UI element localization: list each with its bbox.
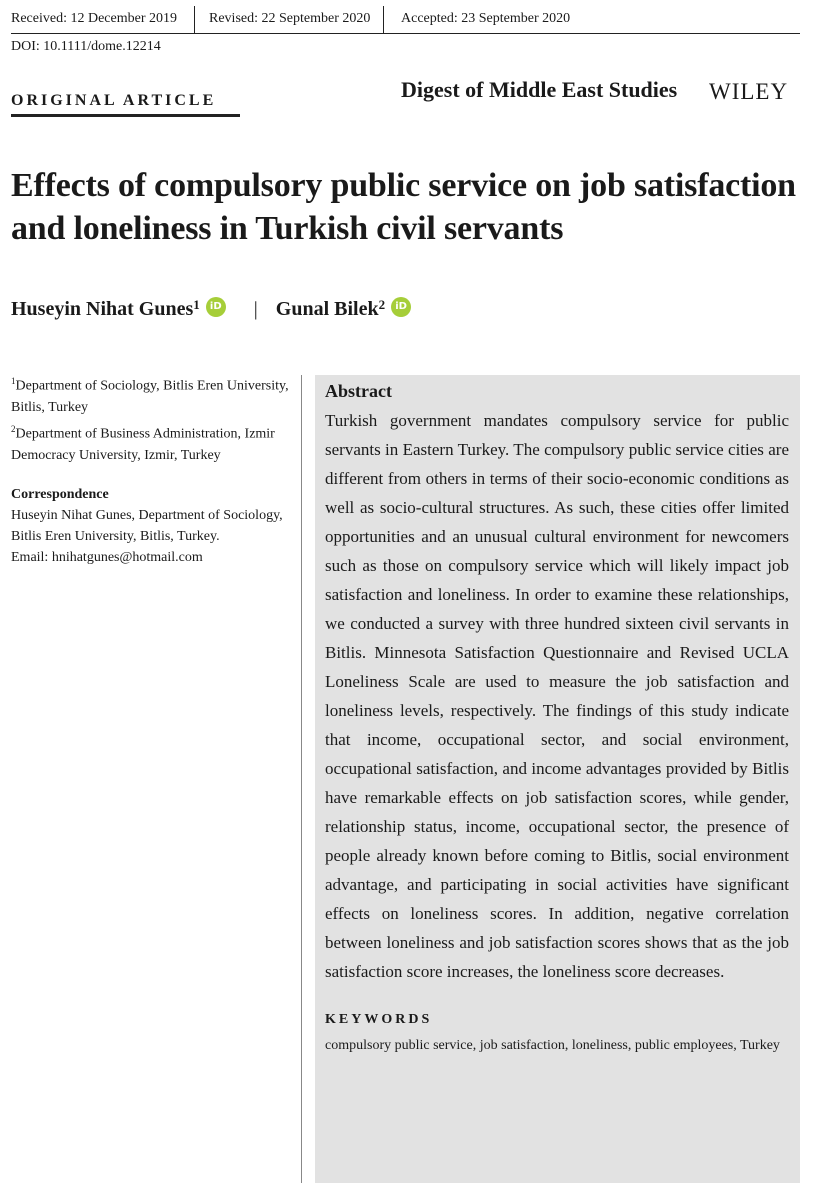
- affiliation: [11, 371, 296, 418]
- orcid-icon[interactable]: iD: [391, 297, 411, 317]
- orcid-icon[interactable]: iD: [206, 297, 226, 317]
- article-type-underline: [11, 114, 240, 117]
- article-type: ORIGINAL ARTICLE: [11, 92, 217, 109]
- correspondence: [11, 484, 296, 568]
- correspondence-text: Huseyin Nihat Gunes, Department of Sociology, Bitlis Eren University, Bitlis, Turkey.: [11, 508, 283, 544]
- affiliation-text: Department of Business Administration, Izmir Democracy University, Izmir, Turkey: [11, 426, 275, 463]
- header-rule: [11, 33, 800, 34]
- correspondence-heading: Correspondence: [11, 487, 109, 502]
- article-title: Effects of compulsory public service on job satisfaction and loneliness in Turkish civil servants: [11, 167, 796, 247]
- accepted-date: Accepted: 23 September 2020: [401, 11, 571, 26]
- affiliation-mark: 1: [11, 376, 16, 386]
- correspondence-email[interactable]: Email: hnihatgunes@hotmail.com: [11, 550, 203, 565]
- column-divider: [301, 375, 302, 1183]
- author-affiliation-mark: 1: [193, 297, 200, 312]
- revised-date: Revised: 22 September 2020: [209, 11, 371, 26]
- keywords-text: compulsory public service, job satisfaction, loneliness, public employees, Turkey: [325, 1038, 780, 1053]
- received-date: Received: 12 December 2019: [11, 11, 177, 26]
- author-name[interactable]: Huseyin Nihat Gunes: [11, 298, 194, 320]
- author-list: [11, 292, 411, 326]
- keywords-heading: KEYWORDS: [325, 1012, 433, 1027]
- journal-name[interactable]: Digest of Middle East Studies: [401, 77, 678, 102]
- affiliation: [11, 419, 296, 466]
- abstract-box: [315, 375, 800, 1183]
- abstract-heading: Abstract: [325, 381, 392, 401]
- affiliation-text: Department of Sociology, Bitlis Eren University, Bitlis, Turkey: [11, 378, 289, 415]
- author-name[interactable]: Gunal Bilek: [275, 298, 379, 320]
- doi[interactable]: DOI: 10.1111/dome.12214: [11, 39, 161, 54]
- abstract-text: Turkish government mandates compulsory service for public servants in Eastern Turkey. The compulsory public service cities are different from others in terms of their socio-economic conditions as well as socio-cultural structures. As such, these cities offer limited opportunities and an unusual cultural environment for newcomers such as those on compulsory service which will likely impact job satisfaction and loneliness. In order to examine these relationships, we conducted a survey with three hundred sixteen civil servants in Bitlis. Minnesota Satisfaction Questionnaire and Revised UCLA Loneliness Scale are used to measure the job satisfaction and loneliness levels, respectively. The findings of this study indicate that income, occupational sector, and social environment, occupational satisfaction, and income advantages provided by Bitlis have remarkable effects on job satisfaction scores, while gender, relationship status, income, occupational sector, the presence of people already known before coming to Bitlis, social environment advantage, and participating in social activities have significant effects on loneliness scores. In addition, negative correlation between loneliness and job satisfaction scores shows that as the job satisfaction score increases, the loneliness score decreases.: [325, 411, 789, 981]
- date-divider: [194, 6, 195, 34]
- author-affiliation-mark: 2: [378, 297, 386, 312]
- publisher-logo[interactable]: WILEY: [709, 79, 789, 104]
- affiliation-mark: 2: [11, 424, 16, 434]
- date-divider: [383, 6, 384, 34]
- author-separator: |: [253, 298, 258, 320]
